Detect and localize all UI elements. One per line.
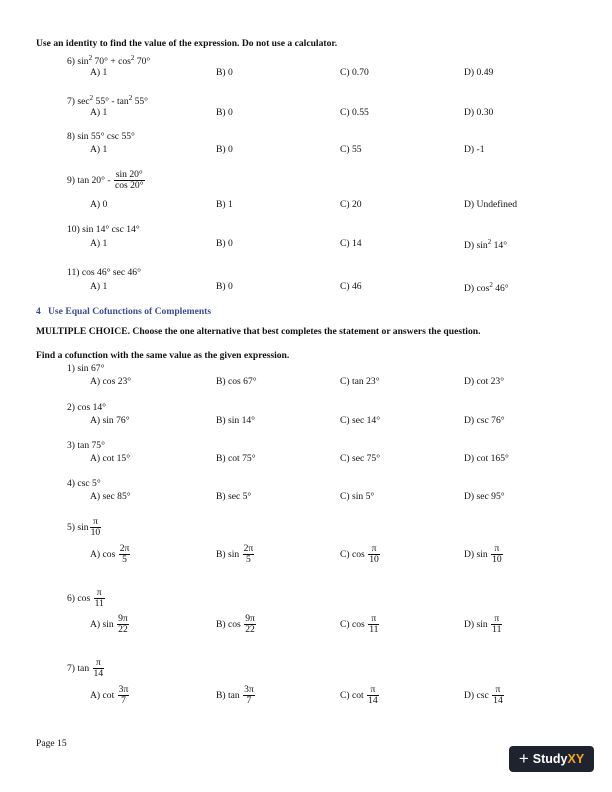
answer-b: B) cos 67° [216,376,257,387]
answer-a: A) cot 15° [90,453,131,464]
answer-b: B) tan $\frac{3\pi}{7}$ [216,684,254,707]
answer-c: C) cos $\frac{\pi}{10}$ [340,543,379,566]
question-7: 7) $\sec^2 55^\circ - \tan^2 55^\circ$ [67,94,149,107]
question-11: 11) cos 46° sec 46° [67,267,141,278]
answer-c: C) sin 5° [340,491,375,502]
answer-c: C) 0.55 [340,107,369,118]
answer-a: A) sin 76° [90,415,130,426]
answer-b: B) 0 [216,238,233,249]
answer-d: D) cot 165° [464,453,509,464]
answer-d: D) sec 95° [464,491,505,502]
answer-d: D) cot 23° [464,376,505,387]
question-10: 10) sin 14° csc 14° [67,224,140,235]
fraction: $\frac{\sin 20^\circ}{\cos 20^\circ}$ [114,169,144,192]
answer-b: B) 0 [216,107,233,118]
answer-d: D) sin $\frac{\pi}{10}$ [464,543,502,566]
multiple-choice-instruction: MULTIPLE CHOICE. Choose the one alternative that best completes the statement or answers the question. [36,326,481,337]
answer-a: A) 1 [90,107,108,118]
answer-d: D) $\sin^2 14^\circ$ [464,238,508,251]
studyxy-logo[interactable]: + StudyXY [509,746,594,772]
answer-a: A) 1 [90,281,108,292]
question-9: 9) tan 20° - $\frac{\sin 20^\circ}{\cos 20^\circ}$ [67,169,144,192]
answer-b: B) sin 14° [216,415,256,426]
answer-b: B) 0 [216,281,233,292]
question-5: 5) sin $\frac{\pi}{10}$ [67,516,101,539]
question-6-cofunction: 6) cos $\frac{\pi}{11}$ [67,587,104,610]
answer-c: C) cot $\frac{\pi}{14}$ [340,684,378,707]
answer-c: C) 0.70 [340,67,369,78]
answer-d: D) -1 [464,144,485,155]
answer-b: B) sec 5° [216,491,252,502]
answer-c: C) cos $\frac{\pi}{11}$ [340,613,379,636]
answer-b: B) sin $\frac{2\pi}{5}$ [216,543,254,566]
answer-c: C) 14 [340,238,362,249]
question-6: 6) $\sin^2 70^\circ + \cos^2 70^\circ$ [67,54,151,67]
answer-c: C) 55 [340,144,362,155]
answer-b: B) cot 75° [216,453,256,464]
question-4: 4) csc 5° [67,478,101,489]
question-3: 3) tan 75° [67,440,105,451]
answer-c: C) 46 [340,281,362,292]
answer-b: B) 0 [216,67,233,78]
answer-d: D) 0.49 [464,67,494,78]
answer-a: A) 0 [90,199,108,210]
answer-a: A) 1 [90,144,108,155]
answer-c: C) sec 14° [340,415,381,426]
plus-icon: + [518,748,529,768]
answer-a: A) cos 23° [90,376,132,387]
answer-d: D) sin $\frac{\pi}{11}$ [464,613,502,636]
answer-a: A) 1 [90,67,108,78]
answer-a: A) cot $\frac{3\pi}{7}$ [90,684,129,707]
question-8: 8) sin 55° csc 55° [67,131,135,142]
question-7-cofunction: 7) tan $\frac{\pi}{14}$ [67,657,104,680]
answer-d: D) $\cos^2 46^\circ$ [464,281,509,294]
cofunction-instruction: Find a cofunction with the same value as the given expression. [36,350,290,361]
section-heading: 4 Use Equal Cofunctions of Complements [36,306,212,317]
answer-a: A) sin $\frac{9\pi}{22}$ [90,613,128,636]
answer-d: D) 0.30 [464,107,494,118]
answer-d: D) csc $\frac{\pi}{14}$ [464,684,503,707]
answer-a: A) sec 85° [90,491,131,502]
answer-a: A) 1 [90,238,108,249]
answer-c: C) tan 23° [340,376,380,387]
answer-c: C) 20 [340,199,362,210]
answer-b: B) 0 [216,144,233,155]
answer-b: B) 1 [216,199,233,210]
answer-d: D) csc 76° [464,415,505,426]
answer-b: B) cos $\frac{9\pi}{22}$ [216,613,255,636]
answer-c: C) sec 75° [340,453,381,464]
page-number: Page 15 [36,738,67,749]
question-1: 1) sin 67° [67,363,105,374]
answer-a: A) cos $\frac{2\pi}{5}$ [90,543,130,566]
question-2: 2) cos 14° [67,402,107,413]
instruction-heading: Use an identity to find the value of the expression. Do not use a calculator. [36,38,338,49]
answer-d: D) Undefined [464,199,518,210]
